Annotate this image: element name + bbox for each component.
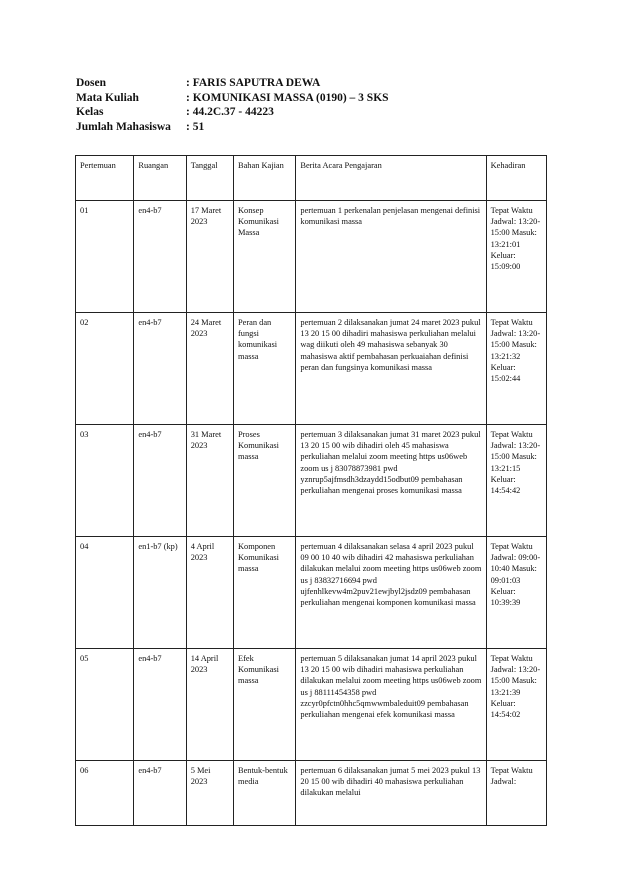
room-cell: en4-b7 bbox=[134, 201, 186, 313]
class-row bbox=[76, 105, 389, 120]
date-cell: 24 Maret 2023 bbox=[186, 313, 233, 425]
room-cell: en4-b7 bbox=[134, 649, 186, 761]
table-row bbox=[76, 425, 547, 537]
table-row bbox=[76, 649, 547, 761]
topic-cell: Komponen Komunikasi massa bbox=[233, 537, 295, 649]
attendance-cell: Tepat Waktu Jadwal: 09:00-10:40 Masuk: 09:01:03 Keluar: 10:39:39 bbox=[486, 537, 546, 649]
header-topic: Bahan Kajian bbox=[233, 156, 295, 201]
date-cell: 5 Mei 2023 bbox=[186, 761, 233, 826]
report-cell: pertemuan 1 perkenalan penjelasan mengenai definisi komunikasi massa bbox=[296, 201, 486, 313]
table-row bbox=[76, 201, 547, 313]
attendance-cell: Tepat Waktu Jadwal: 13:20-15:00 Masuk: 13:21:39 Keluar: 14:54:02 bbox=[486, 649, 546, 761]
topic-cell: Peran dan fungsi komunikasi massa bbox=[233, 313, 295, 425]
header-meeting: Pertemuan bbox=[76, 156, 134, 201]
class-label: Kelas bbox=[76, 106, 104, 118]
teaching-report-table bbox=[75, 155, 547, 826]
report-cell: pertemuan 3 dilaksanakan jumat 31 maret 2023 pukul 13 20 15 00 wib dihadiri oleh 45 mahasiswa perkuliahan melalui zoom meeting https us06web zoom us j 83078873981 pwd yznrup5ajfmsdh3dzaydd15odbut09 pembahasan perkuliahan mengenai proses komunikasi massa bbox=[296, 425, 486, 537]
lecturer-row bbox=[76, 76, 389, 91]
attendance-cell: Tepat Waktu Jadwal: 13:20-15:00 Masuk: 13:21:32 Keluar: 15:02:44 bbox=[486, 313, 546, 425]
room-cell: en1-b7 (kp) bbox=[134, 537, 186, 649]
date-cell: 4 April 2023 bbox=[186, 537, 233, 649]
lecturer-value: : FARIS SAPUTRA DEWA bbox=[186, 77, 321, 89]
room-cell: en4-b7 bbox=[134, 425, 186, 537]
table-row bbox=[76, 313, 547, 425]
meeting-number: 02 bbox=[76, 313, 134, 425]
course-label: Mata Kuliah bbox=[76, 91, 139, 104]
attendance-cell: Tepat Waktu Jadwal: 13:20-15:00 Masuk: 13:21:15 Keluar: 14:54:42 bbox=[486, 425, 546, 537]
report-cell: pertemuan 4 dilaksanakan selasa 4 april 2023 pukul 09 00 10 40 wib dihadiri 42 mahasiswa perkuliahan dilakukan melalui zoom meeting https us06web zoom us j 83832716694 pwd ujfenhlkevw4m2puv21ewjbyl2jsdz09 pembahasan perkuliahan mengenai komponen komunikasi massa bbox=[296, 537, 486, 649]
topic-cell: Efek Komunikasi massa bbox=[233, 649, 295, 761]
lecturer-label: Dosen bbox=[76, 77, 107, 89]
course-value: : KOMUNIKASI MASSA (0190) – 3 SKS bbox=[186, 91, 389, 104]
header-date: Tanggal bbox=[186, 156, 233, 201]
report-cell: pertemuan 5 dilaksanakan jumat 14 april 2023 pukul 13 20 15 00 wib dihadiri mahasiswa perkuliahan dilakukan melalui zoom meeting https us06web zoom us j 88111454358 pwd zzcyr0pfctn0hhc5qmwwmbaleduit09 pembahasan perkuliahan mengenai efek komunikasi massa bbox=[296, 649, 486, 761]
course-row bbox=[76, 91, 389, 106]
students-value: : 51 bbox=[186, 120, 205, 133]
students-row bbox=[76, 120, 389, 135]
topic-cell: Proses Komunikasi massa bbox=[233, 425, 295, 537]
date-cell: 14 April 2023 bbox=[186, 649, 233, 761]
meeting-number: 06 bbox=[76, 761, 134, 826]
meeting-number: 01 bbox=[76, 201, 134, 313]
table-row bbox=[76, 761, 547, 826]
class-value: : 44.2C.37 - 44223 bbox=[186, 106, 274, 118]
report-cell: pertemuan 6 dilaksanakan jumat 5 mei 2023 pukul 13 20 15 00 wib dihadiri 40 mahasiswa perkuliahan dilakukan melalui bbox=[296, 761, 486, 826]
attendance-cell: Tepat Waktu Jadwal: 13:20-15:00 Masuk: 13:21:01 Keluar: 15:09:00 bbox=[486, 201, 546, 313]
meeting-number: 03 bbox=[76, 425, 134, 537]
course-info bbox=[76, 76, 389, 134]
report-cell: pertemuan 2 dilaksanakan jumat 24 maret 2023 pukul 13 20 15 00 dihadiri mahasiswa perkuliahan melalui wag diikuti oleh 49 mahasiswa sebanyak 30 mahasiswa aktif pembahasan perkuaiahan definisi peran dan fungsinya komunikasi massa bbox=[296, 313, 486, 425]
meeting-number: 05 bbox=[76, 649, 134, 761]
topic-cell: Konsep Komunikasi Massa bbox=[233, 201, 295, 313]
table-header-row bbox=[76, 156, 547, 201]
date-cell: 31 Maret 2023 bbox=[186, 425, 233, 537]
header-attendance: Kehadiran bbox=[486, 156, 546, 201]
header-report: Berita Acara Pengajaran bbox=[296, 156, 486, 201]
meeting-number: 04 bbox=[76, 537, 134, 649]
header-room: Ruangan bbox=[134, 156, 186, 201]
room-cell: en4-b7 bbox=[134, 761, 186, 826]
topic-cell: Bentuk-bentuk media bbox=[233, 761, 295, 826]
table-row bbox=[76, 537, 547, 649]
room-cell: en4-b7 bbox=[134, 313, 186, 425]
students-label: Jumlah Mahasiswa bbox=[76, 120, 171, 133]
date-cell: 17 Maret 2023 bbox=[186, 201, 233, 313]
attendance-cell: Tepat Waktu Jadwal: bbox=[486, 761, 546, 826]
